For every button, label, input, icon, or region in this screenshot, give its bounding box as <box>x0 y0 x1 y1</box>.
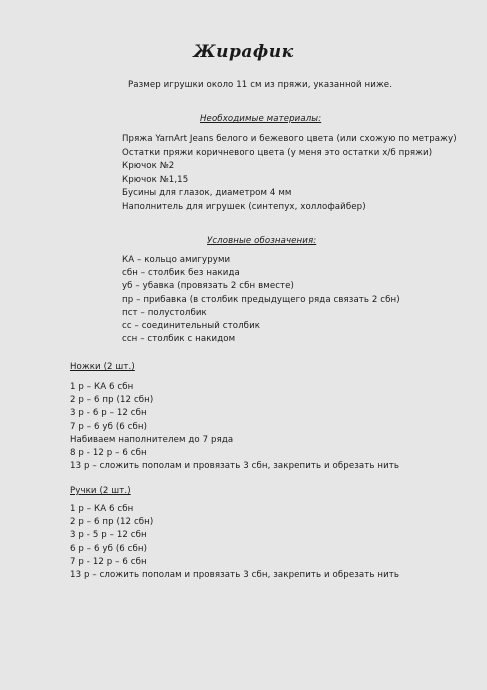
materials-item: Крючок №2 <box>122 161 175 171</box>
legend-item: пст – полустолбик <box>122 307 207 318</box>
pattern-row: 6 р – 6 уб (6 сбн) <box>70 543 148 554</box>
pattern-row: 13 р – сложить пополам и провязать 3 сбн, закрепить и обрезать нить <box>70 461 400 472</box>
pattern-row: 3 р - 5 р – 12 сбн <box>70 530 147 541</box>
materials-list <box>122 133 457 214</box>
arms-rows <box>70 503 399 582</box>
legend-item: уб – убавка (провязать 2 сбн вместе) <box>122 281 294 292</box>
legend-item: пр – прибавка (в столбик предыдущего ряда связать 2 сбн) <box>122 294 400 305</box>
materials-item: Наполнитель для игрушек (синтепух, холлофайбер) <box>122 201 366 212</box>
legs-rows <box>70 381 399 473</box>
legend-item: сбн – столбик без накида <box>122 268 240 279</box>
pattern-row: Набиваем наполнителем до 7 ряда <box>70 434 234 445</box>
legend-list <box>122 254 400 346</box>
legend-item: ссн – столбик с накидом <box>122 334 236 345</box>
pattern-row: 2 р – 6 пр (12 сбн) <box>70 517 154 528</box>
legend-item: сс – соединительный столбик <box>122 321 261 332</box>
page-title: Жирафик <box>193 42 294 62</box>
pattern-row: 7 р - 12 р – 6 сбн <box>70 556 147 567</box>
pattern-row: 8 р - 12 р – 6 сбн <box>70 448 147 459</box>
arms-heading: Ручки (2 шт.) <box>70 486 131 496</box>
pattern-row: 13 р – сложить пополам и провязать 3 сбн, закрепить и обрезать нить <box>70 570 400 581</box>
pattern-row: 2 р – 6 пр (12 сбн) <box>70 395 154 406</box>
materials-item: Крючок №1,15 <box>122 174 189 185</box>
pattern-row: 7 р – 6 уб (6 сбн) <box>70 421 148 432</box>
materials-item: Остатки пряжи коричневого цвета (у меня это остатки х/б пряжи) <box>122 147 433 158</box>
materials-item: Пряжа YarnArt Jeans белого и бежевого цвета (или схожую по метражу) <box>122 134 457 144</box>
materials-item: Бусины для глазок, диаметром 4 мм <box>122 188 292 198</box>
legend-item: КА – кольцо амигуруми <box>122 255 231 265</box>
legend-heading: Условные обозначения: <box>207 236 317 246</box>
pattern-row: 1 р – КА 6 сбн <box>70 382 134 392</box>
pattern-row: 3 р - 6 р – 12 сбн <box>70 408 147 419</box>
materials-heading: Необходимые материалы: <box>200 114 322 124</box>
pattern-row: 1 р – КА 6 сбн <box>70 504 134 514</box>
legs-heading: Ножки (2 шт.) <box>70 362 135 372</box>
page-subtitle: Размер игрушки около 11 см из пряжи, указанной ниже. <box>127 80 393 90</box>
